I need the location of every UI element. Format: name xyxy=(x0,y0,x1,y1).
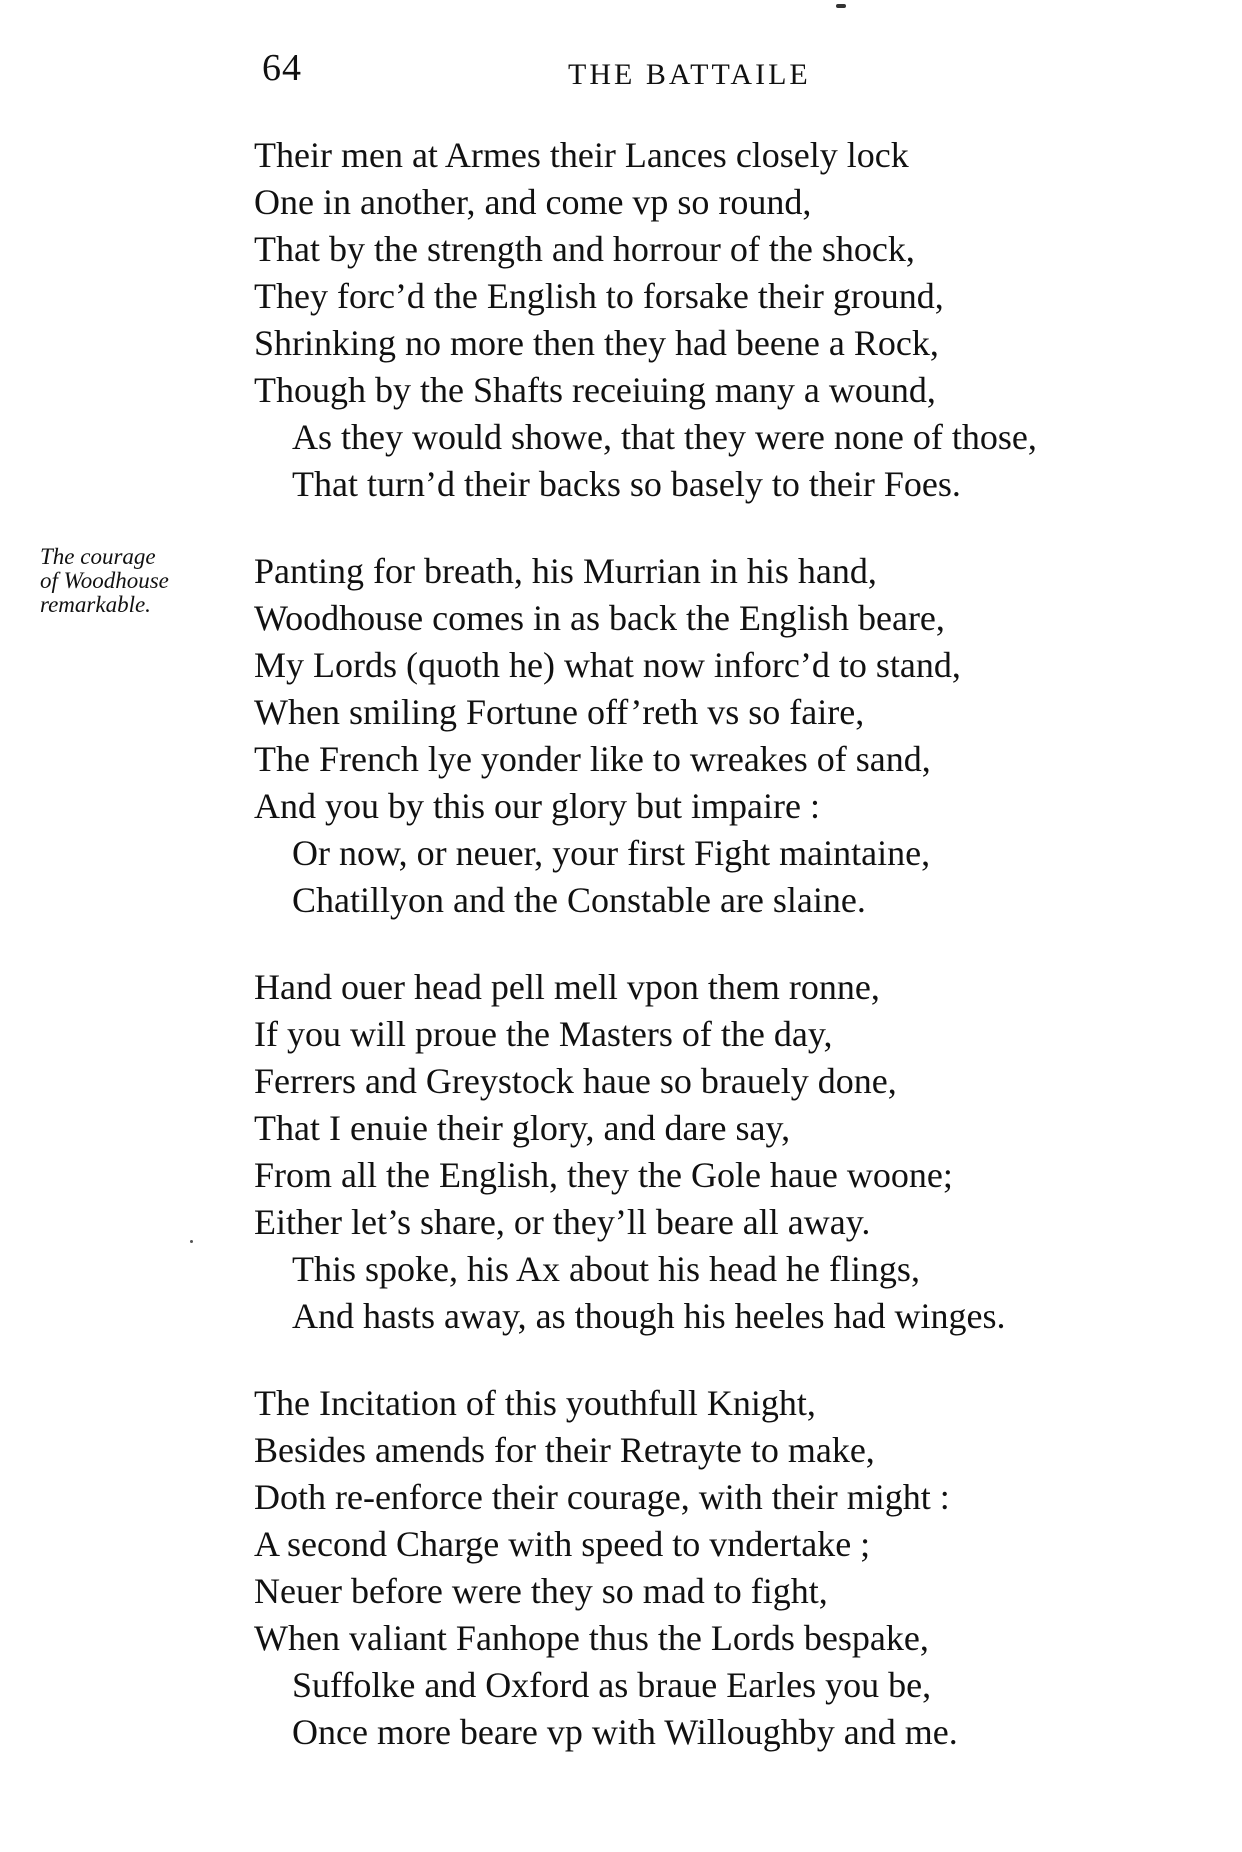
verse-line: One in another, and come vp so round, xyxy=(254,182,812,222)
couplet-line: And hasts away, as though his heeles had winges. xyxy=(292,1296,1006,1336)
marginal-note-line: of Woodhouse xyxy=(40,568,169,593)
couplet-line: This spoke, his Ax about his head he flings, xyxy=(292,1249,920,1289)
verse-line: The French lye yonder like to wreakes of sand, xyxy=(254,739,931,779)
page-number: 64 xyxy=(262,47,302,89)
print-speck xyxy=(836,4,846,8)
verse-line: Doth re-enforce their courage, with their might : xyxy=(254,1477,950,1517)
verse-line: My Lords (quoth he) what now inforc’d to stand, xyxy=(254,645,961,685)
poem-body xyxy=(254,132,1194,1796)
verse-line: They forc’d the English to forsake their ground, xyxy=(254,276,944,316)
couplet-line: That turn’d their backs so basely to their Foes. xyxy=(292,464,961,504)
couplet-line: Chatillyon and the Constable are slaine. xyxy=(292,880,866,920)
verse-line: Their men at Armes their Lances closely lock xyxy=(254,135,909,175)
page-header xyxy=(0,46,1242,106)
running-title: THE BATTAILE xyxy=(568,58,811,91)
print-speck xyxy=(190,1240,193,1243)
verse-line: Besides amends for their Retrayte to make, xyxy=(254,1430,875,1470)
verse-line: That I enuie their glory, and dare say, xyxy=(254,1108,791,1148)
verse-line: And you by this our glory but impaire : xyxy=(254,786,820,826)
verse-line: Either let’s share, or they’ll beare all away. xyxy=(254,1202,871,1242)
verse-line: A second Charge with speed to vndertake ; xyxy=(254,1524,871,1564)
couplet-line: Or now, or neuer, your first Fight maintaine, xyxy=(292,833,931,873)
stanza xyxy=(254,548,1194,924)
verse-line: Though by the Shafts receiuing many a wound, xyxy=(254,370,936,410)
stanza xyxy=(254,964,1194,1340)
verse-line: Shrinking no more then they had beene a Rock, xyxy=(254,323,939,363)
verse-line: Woodhouse comes in as back the English beare, xyxy=(254,598,945,638)
stanza xyxy=(254,132,1194,508)
verse-line: Panting for breath, his Murrian in his hand, xyxy=(254,551,877,591)
couplet-line: Suffolke and Oxford as braue Earles you be, xyxy=(292,1665,932,1705)
marginal-note xyxy=(40,545,240,617)
marginal-note-line: The courage xyxy=(40,544,156,569)
verse-line: That by the strength and horrour of the shock, xyxy=(254,229,915,269)
verse-line: The Incitation of this youthfull Knight, xyxy=(254,1383,816,1423)
verse-line: When valiant Fanhope thus the Lords bespake, xyxy=(254,1618,929,1658)
verse-line: Ferrers and Greystock haue so brauely done, xyxy=(254,1061,897,1101)
verse-line: Hand ouer head pell mell vpon them ronne, xyxy=(254,967,880,1007)
couplet-line: Once more beare vp with Willoughby and me. xyxy=(292,1712,958,1752)
verse-line: If you will proue the Masters of the day, xyxy=(254,1014,833,1054)
verse-line: When smiling Fortune off’reth vs so faire, xyxy=(254,692,865,732)
verse-line: Neuer before were they so mad to fight, xyxy=(254,1571,828,1611)
marginal-note-line: remarkable. xyxy=(40,592,151,617)
verse-line: From all the English, they the Gole haue woone; xyxy=(254,1155,953,1195)
stanza xyxy=(254,1380,1194,1756)
couplet-line: As they would showe, that they were none of those, xyxy=(292,417,1037,457)
